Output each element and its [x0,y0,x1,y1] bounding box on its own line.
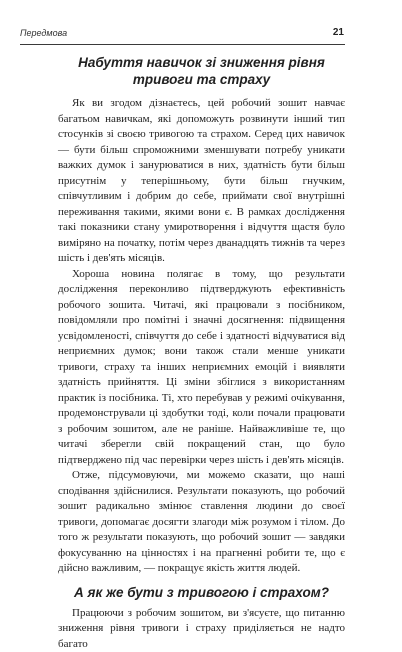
paragraph-summary: Отже, підсумовуючи, ми можемо сказати, що наші сподівання здійснилися. Результати показують, що робочий зошит радикально змінює ставлення людини до своєї тривоги, допомагає досягти злагоди між розумом і тілом. До того ж результати показують, що робочий зошит — завдяки фокусуванню на цінностях і на прагненні робити те, що є дійсно важливим, — покращує якість життя людей. [58,468,345,577]
section-heading-skills [58,54,345,88]
section-heading-anxiety-fear: А як же бути з тривогою і страхом? [58,584,345,601]
section-heading-line-2: тривоги та страху [133,72,270,87]
running-head: Передмова [20,28,67,38]
paragraph-working-with-workbook: Працюючи з робочим зошитом, ви з'ясуєте, що питанню зниження рівня тривоги і страху приділяється не надто багато [58,606,345,652]
header-divider [20,44,345,45]
paragraph-research-results: Хороша новина полягає в тому, що результати дослідження переконливо підтверджують ефективність робочого зошита. Читачі, які працювали з посібником, повідомляли про помітні і значні досягнення: підвищення усвідомленості, співчуття до себе і здатності відчуватися від неприємних думок; вони також стали менше уникати тривоги, страху та інших неприємних емоцій і виявляти здатність прийняття. Ці зміни збіглися з використанням практик із посібника. Ті, хто перебував у режимі очікування, продемонстрували ці здобутки тоді, коли почали працювати з робочим зошитом, але не раніше. Найважливіше те, що читачі зберегли свій покращений стан, що було підтверджено під час перевірки через шість і дев'ять місяців. [58,267,345,469]
paragraph-skills-intro: Як ви згодом дізнаєтесь, цей робочий зошит навчає багатьом навичкам, які допоможуть розвинути інший тип стосунків зі своєю тривогою та страхом. Серед цих навичок — бути більш спроможними зменшувати потребу уникати важких думок і занурюватися в них, здатність бути більш присутнім у теперішньому, бути більш гнучким, співчутливим і добрим до себе, приймати свої внутрішні переживання такими, якими вони є. В рамках дослідження такі показники стану умиротворення і відчуття щастя було виміряно на початку, потім через дванадцять тижнів та через шість і дев'ять місяців. [58,96,345,267]
page-body [58,54,345,652]
section-heading-line-1: Набуття навичок зі зниження рівня [78,55,325,70]
page-number: 21 [333,27,344,38]
